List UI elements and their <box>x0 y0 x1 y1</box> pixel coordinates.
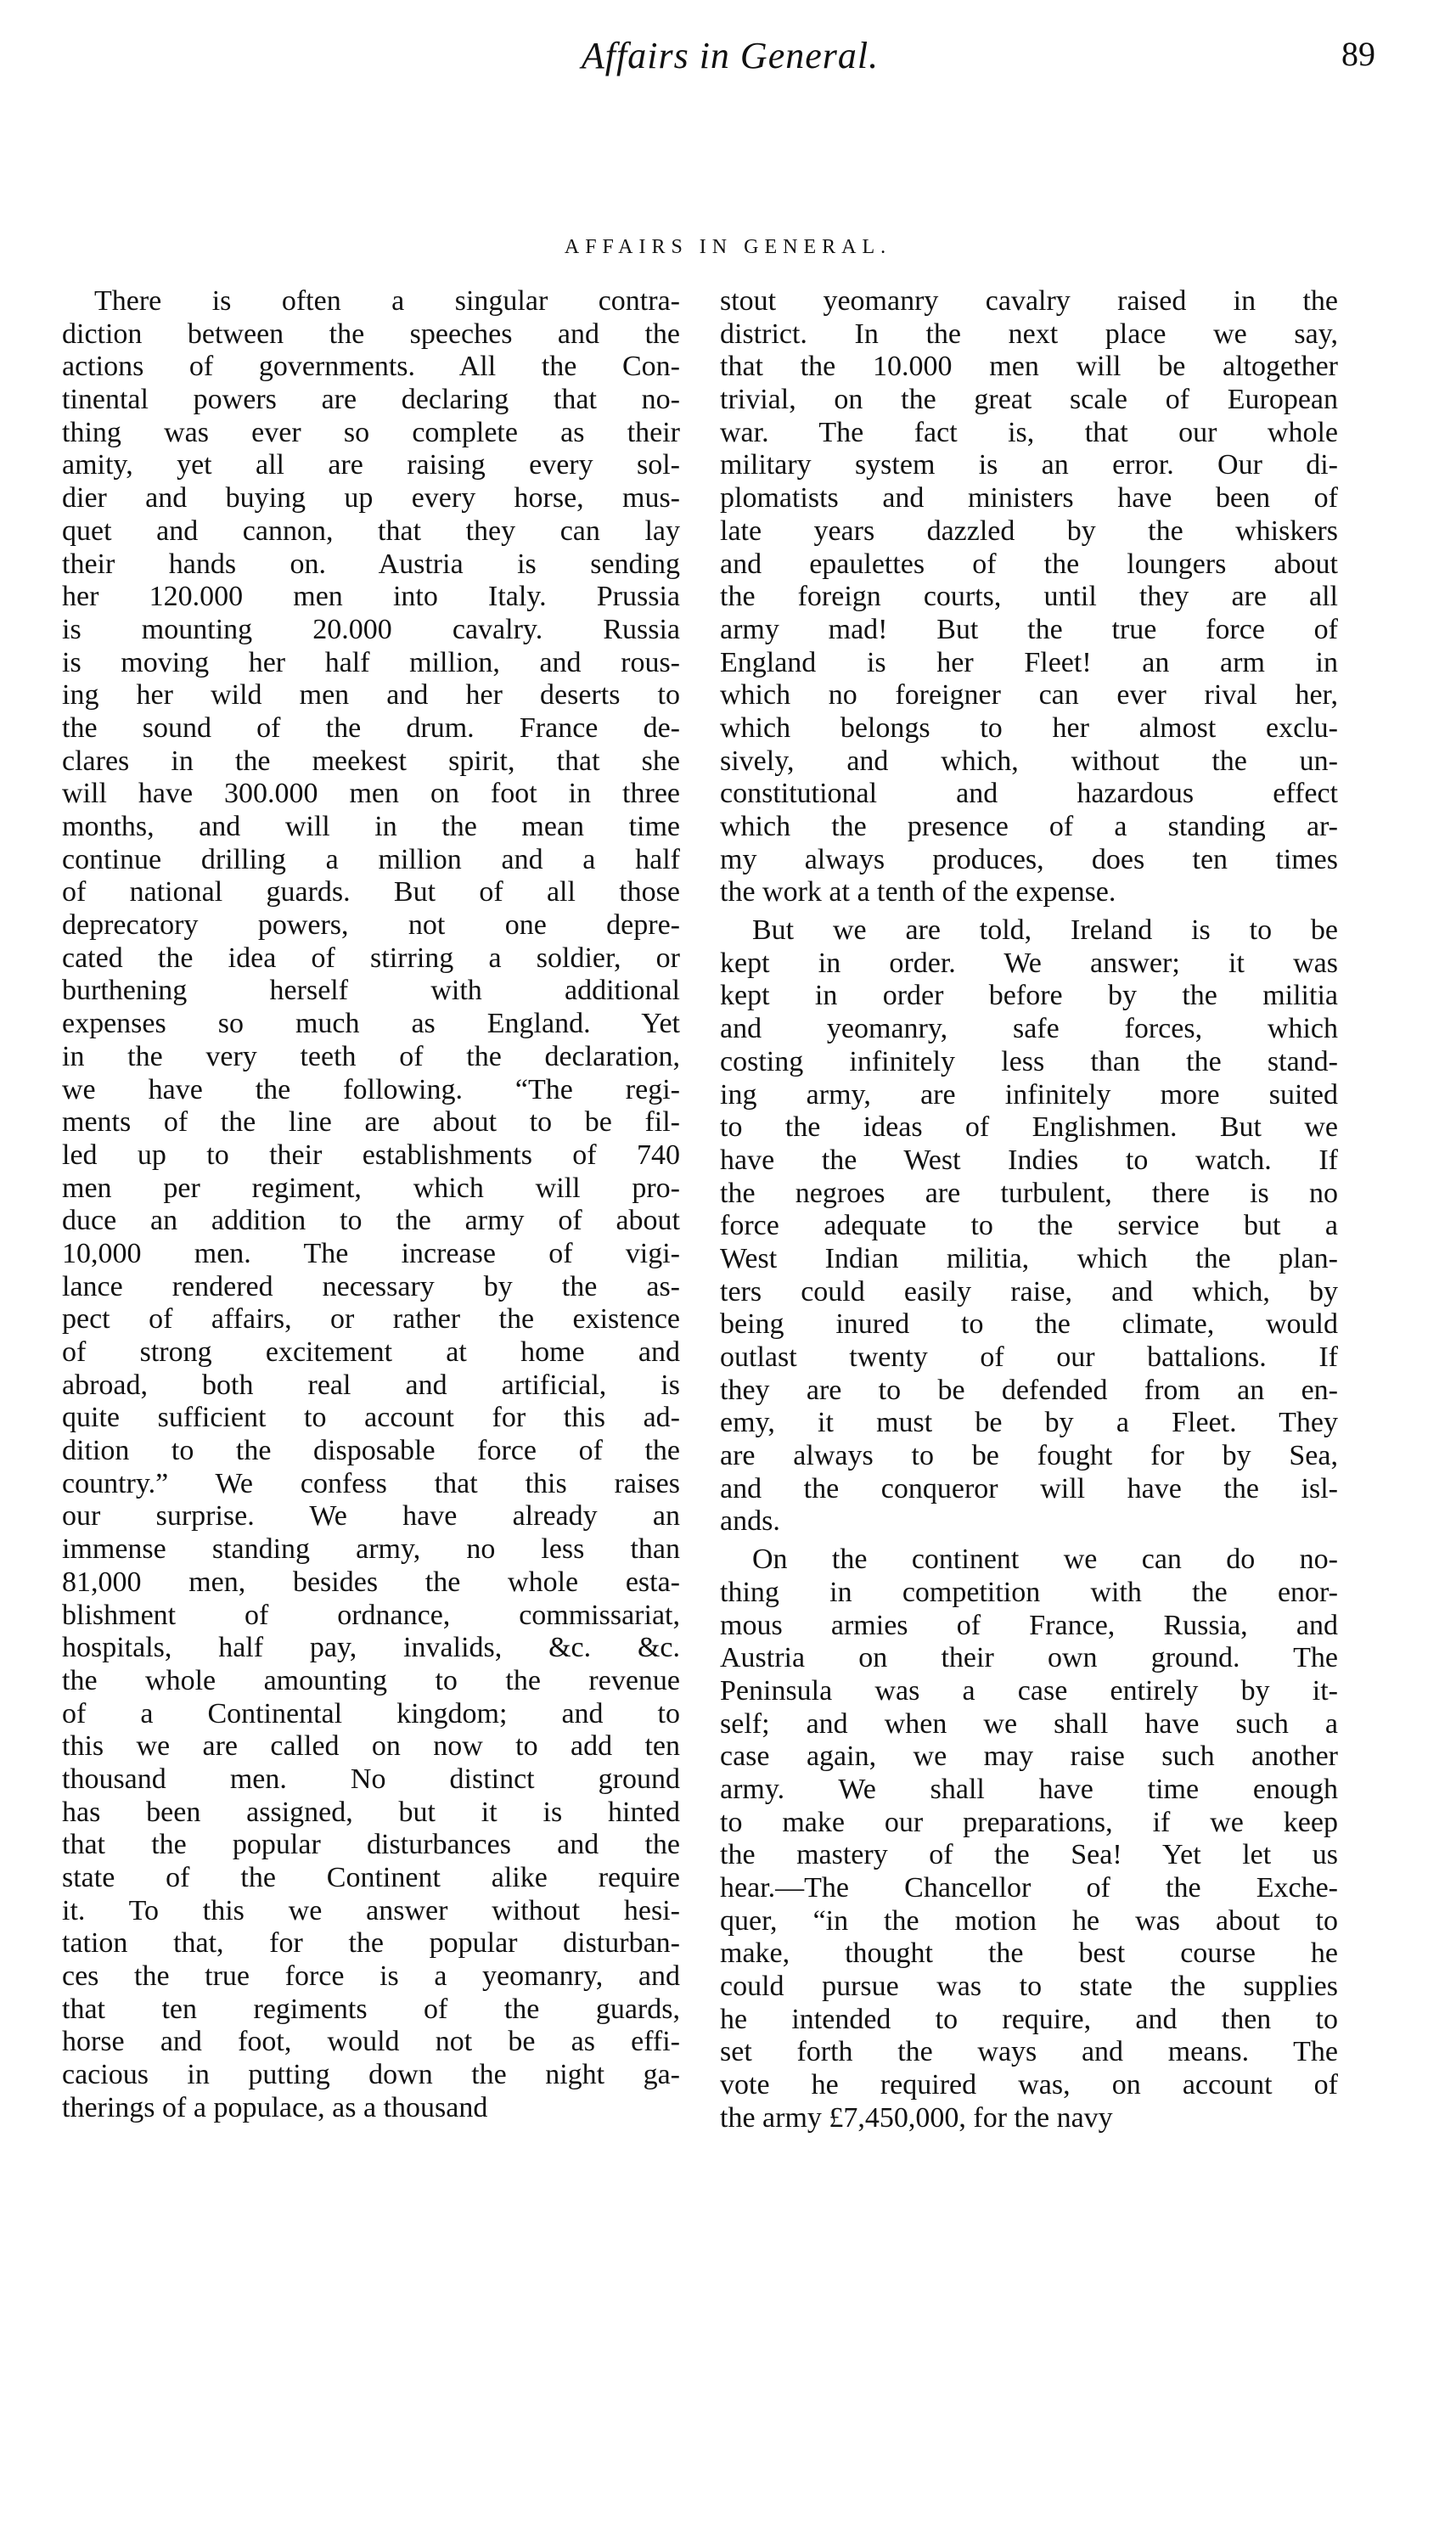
text-line: amity, yet all are raising every sol- <box>62 449 680 481</box>
text-line: self; and when we shall have such a <box>720 1707 1338 1740</box>
text-line: 10,000 men. The increase of vigi- <box>62 1237 680 1269</box>
text-line: trivial, on the great scale of European <box>720 384 1338 416</box>
text-line: could pursue was to state the supplies <box>720 1971 1338 2003</box>
text-line: of strong excitement at home and <box>62 1336 680 1368</box>
text-line: is moving her half million, and rous- <box>62 646 680 678</box>
text-line: have the West Indies to watch. If <box>720 1144 1338 1176</box>
text-line: tation that, for the popular disturban- <box>62 1927 680 1960</box>
text-line: case again, we may raise such another <box>720 1741 1338 1773</box>
text-line: But we are told, Ireland is to be <box>752 914 1338 947</box>
text-line: this we are called on now to add ten <box>62 1730 680 1763</box>
text-line: On the continent we can do no- <box>752 1544 1338 1576</box>
text-line: her 120.000 men into Italy. Prussia <box>62 581 680 613</box>
text-line: horse and foot, would not be as effi- <box>62 2026 680 2058</box>
text-line: stout yeomanry cavalry raised in the <box>720 285 1338 317</box>
text-line: constitutional and hazardous effect <box>720 778 1338 810</box>
text-line: kept in order. We answer; it was <box>720 947 1338 979</box>
text-line: the sound of the drum. France de- <box>62 711 680 744</box>
text-line: expenses so much as England. Yet <box>62 1008 680 1040</box>
text-line: has been assigned, but it is hinted <box>62 1796 680 1828</box>
text-line: set forth the ways and means. The <box>720 2036 1338 2068</box>
text-line: duce an addition to the army of about <box>62 1205 680 1237</box>
text-line: deprecatory powers, not one depre- <box>62 909 680 942</box>
text-line: lance rendered necessary by the as- <box>62 1270 680 1302</box>
text-line: the foreign courts, until they are all <box>720 581 1338 613</box>
text-line: ces the true force is a yeomanry, and <box>62 1960 680 1993</box>
paragraph <box>720 285 1338 909</box>
paragraph <box>62 285 680 2125</box>
text-line: of a Continental kingdom; and to <box>62 1697 680 1729</box>
left-column <box>62 285 680 2125</box>
text-line: sively, and which, without the un- <box>720 745 1338 777</box>
text-line: outlast twenty of our battalions. If <box>720 1341 1338 1373</box>
text-line: burthening herself with additional <box>62 975 680 1007</box>
text-line: Austria on their own ground. The <box>720 1642 1338 1674</box>
text-line: he intended to require, and then to <box>720 2003 1338 2035</box>
text-line: therings of a populace, as a thousand <box>62 2091 488 2123</box>
text-line: that the 10.000 men will be altogether <box>720 351 1338 383</box>
text-line: ters could easily raise, and which, by <box>720 1275 1338 1308</box>
text-line: district. In the next place we say, <box>720 318 1338 350</box>
text-line: which no foreigner can ever rival her, <box>720 679 1338 711</box>
text-line: cated the idea of stirring a soldier, or <box>62 942 680 974</box>
text-line: men per regiment, which will pro- <box>62 1172 680 1204</box>
text-line: their hands on. Austria is sending <box>62 548 680 580</box>
text-line: my always produces, does ten times <box>720 843 1338 875</box>
text-line: ands. <box>720 1505 780 1538</box>
text-line: costing infinitely less than the stand- <box>720 1045 1338 1077</box>
text-line: kept in order before by the militia <box>720 980 1338 1012</box>
text-line: hospitals, half pay, invalids, &c. &c. <box>62 1632 680 1664</box>
text-line: There is often a singular contra- <box>94 285 680 317</box>
text-line: months, and will in the mean time <box>62 811 680 842</box>
paragraph <box>720 1544 1338 2134</box>
text-line: tinental powers are declaring that no- <box>62 384 680 416</box>
text-line: emy, it must be by a Fleet. They <box>720 1407 1338 1439</box>
text-line: blishment of ordnance, commissariat, <box>62 1599 680 1631</box>
text-line: thing was ever so complete as their <box>62 416 680 448</box>
text-line: West Indian militia, which the plan- <box>720 1242 1338 1274</box>
text-line: of national guards. But of all those <box>62 876 680 908</box>
text-line: diction between the speeches and the <box>62 318 680 350</box>
text-line: ing army, are infinitely more suited <box>720 1078 1338 1111</box>
text-line: pect of affairs, or rather the existence <box>62 1303 680 1336</box>
text-line: and the conqueror will have the isl- <box>720 1472 1338 1504</box>
text-line: state of the Continent alike require <box>62 1862 680 1893</box>
text-line: which belongs to her almost exclu- <box>720 711 1338 744</box>
text-line: ing her wild men and her deserts to <box>62 679 680 711</box>
text-line: make, thought the best course he <box>720 1937 1338 1970</box>
text-line: our surprise. We have already an <box>62 1500 680 1533</box>
text-line: war. The fact is, that our whole <box>720 416 1338 448</box>
text-line: we have the following. “The regi- <box>62 1073 680 1105</box>
page-number: 89 <box>1341 35 1375 73</box>
running-head <box>0 34 1456 93</box>
text-line: actions of governments. All the Con- <box>62 351 680 383</box>
text-line: the mastery of the Sea! Yet let us <box>720 1839 1338 1871</box>
text-line: late years dazzled by the whiskers <box>720 515 1338 547</box>
text-line: plomatists and ministers have been of <box>720 482 1338 515</box>
text-line: being inured to the climate, would <box>720 1308 1338 1341</box>
text-line: quer, “in the motion he was about to <box>720 1904 1338 1937</box>
text-line: led up to their establishments of 740 <box>62 1139 680 1171</box>
text-line: vote he required was, on account of <box>720 2069 1338 2101</box>
text-line: ments of the line are about to be fil- <box>62 1106 680 1139</box>
text-line: hear.—The Chancellor of the Exche- <box>720 1872 1338 1904</box>
text-line: in the very teeth of the declaration, <box>62 1040 680 1072</box>
text-line: quite sufficient to account for this ad- <box>62 1402 680 1434</box>
text-line: thing in competition with the enor- <box>720 1576 1338 1608</box>
text-line: the army £7,450,000, for the navy <box>720 2101 1113 2134</box>
text-line: and epaulettes of the loungers about <box>720 548 1338 580</box>
text-line: cacious in putting down the night ga- <box>62 2059 680 2091</box>
text-line: is mounting 20.000 cavalry. Russia <box>62 613 680 645</box>
text-line: England is her Fleet! an arm in <box>720 646 1338 678</box>
section-heading: AFFAIRS IN GENERAL. <box>564 236 892 258</box>
text-line: clares in the meekest spirit, that she <box>62 745 680 777</box>
text-line: that ten regiments of the guards, <box>62 1993 680 2025</box>
text-line: immense standing army, no less than <box>62 1533 680 1566</box>
running-title: Affairs in General. <box>581 35 880 76</box>
text-line: 81,000 men, besides the whole esta- <box>62 1566 680 1598</box>
text-line: army. We shall have time enough <box>720 1773 1338 1805</box>
text-line: to the ideas of Englishmen. But we <box>720 1111 1338 1144</box>
text-line: and yeomanry, safe forces, which <box>720 1013 1338 1045</box>
text-line: dition to the disposable force of the <box>62 1435 680 1467</box>
text-line: the whole amounting to the revenue <box>62 1664 680 1696</box>
paragraph <box>720 914 1338 1538</box>
text-line: the negroes are turbulent, there is no <box>720 1177 1338 1209</box>
text-line: country.” We confess that this raises <box>62 1467 680 1499</box>
text-line: they are to be defended from an en- <box>720 1374 1338 1406</box>
text-line: Peninsula was a case entirely by it- <box>720 1674 1338 1707</box>
text-line: force adequate to the service but a <box>720 1210 1338 1242</box>
text-line: which the presence of a standing ar- <box>720 811 1338 842</box>
text-line: to make our preparations, if we keep <box>720 1806 1338 1838</box>
text-line: continue drilling a million and a half <box>62 843 680 875</box>
text-line: quet and cannon, that they can lay <box>62 515 680 547</box>
text-line: army mad! But the true force of <box>720 613 1338 645</box>
right-column <box>720 285 1338 2135</box>
text-line: dier and buying up every horse, mus- <box>62 482 680 515</box>
text-line: military system is an error. Our di- <box>720 449 1338 481</box>
text-line: will have 300.000 men on foot in three <box>62 778 680 810</box>
text-line: that the popular disturbances and the <box>62 1829 680 1861</box>
text-line: are always to be fought for by Sea, <box>720 1440 1338 1472</box>
text-line: thousand men. No distinct ground <box>62 1763 680 1795</box>
text-line: abroad, both real and artificial, is <box>62 1369 680 1401</box>
text-line: the work at a tenth of the expense. <box>720 876 1116 908</box>
text-line: mous armies of France, Russia, and <box>720 1609 1338 1641</box>
text-line: it. To this we answer without hesi- <box>62 1894 680 1926</box>
